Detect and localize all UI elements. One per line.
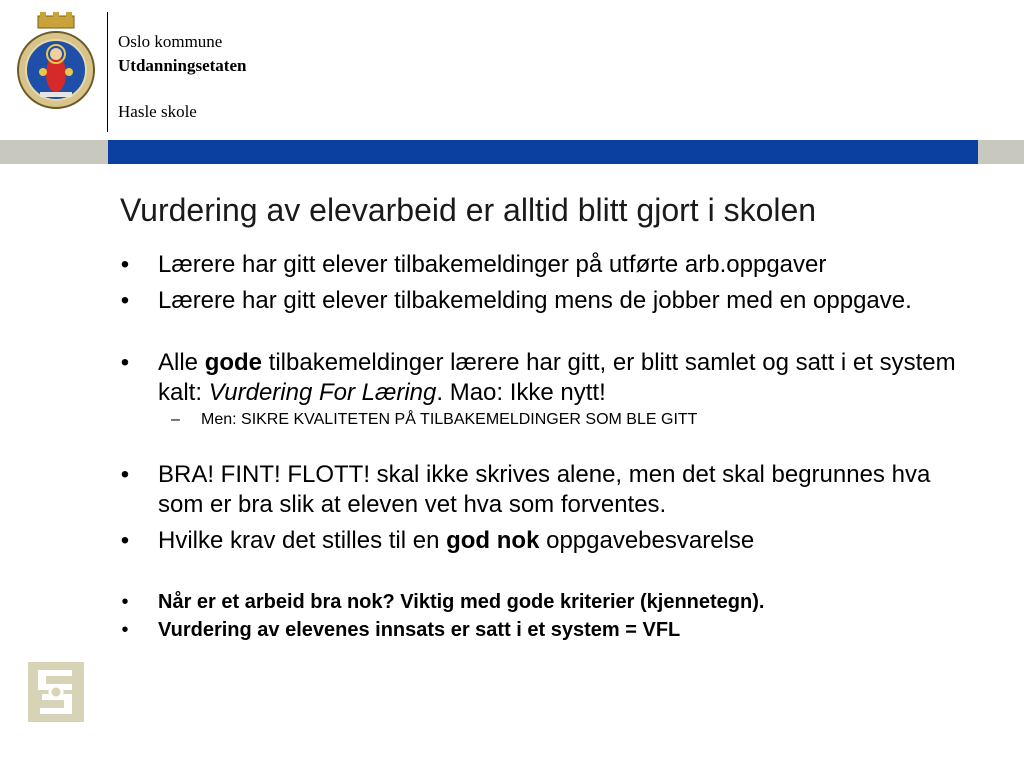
bullet-text-post: oppgavebesvarelse: [539, 527, 755, 554]
bullet-text: BRA! FINT! FLOTT! skal ikke skrives alene, men det skal begrunnes hva som er bra slik at eleven vet hva som forventes.: [158, 461, 931, 518]
bullet-item: [115, 250, 975, 280]
sub-bullet-text: Men: SIKRE KVALITETEN PÅ TILBAKEMELDINGER SOM BLE GITT: [201, 411, 698, 428]
bullet-item: [115, 616, 975, 644]
slide-title: Vurdering av elevarbeid er alltid blitt gjort i skolen: [120, 192, 817, 228]
bullet-icon: •: [120, 287, 130, 314]
bullet-text-italic: Vurdering For Læring: [208, 379, 437, 406]
bullet-text-post: . Mao: Ikke nytt!: [436, 379, 606, 406]
bullet-icon: •: [120, 349, 130, 376]
bullet-item: [115, 460, 975, 520]
header-text: [118, 30, 246, 124]
bullet-icon: •: [120, 251, 130, 278]
bullet-text-bold: god nok: [446, 527, 540, 554]
oslo-logo-icon: [28, 662, 84, 722]
school-name: Hasle skole: [118, 102, 197, 121]
department-name: Utdanningsetaten: [118, 56, 247, 75]
bullet-item: [115, 348, 975, 408]
header-band: [0, 140, 1024, 164]
bullet-icon: •: [120, 461, 130, 488]
bullet-text-bold: Vurdering av elevenes innsats er satt i et system = VFL: [158, 619, 681, 641]
bullet-icon: •: [121, 619, 129, 641]
header-band-blue: [108, 140, 978, 164]
bullet-icon: •: [121, 591, 129, 613]
dash-icon: –: [171, 411, 180, 428]
header-divider: [107, 12, 108, 132]
bullet-item: [115, 588, 975, 616]
slide-content: [115, 250, 975, 644]
bullet-text: Lærere har gitt elever tilbakemeldinger på utførte arb.oppgaver: [158, 251, 827, 278]
oslo-coat-of-arms-icon: [16, 12, 96, 116]
bullet-text-bold: gode: [204, 349, 263, 376]
bullet-text-mid: tilbakemeldinger lærere har gitt, er blitt samlet og satt i et system kalt:: [158, 349, 956, 406]
org-name: Oslo kommune: [118, 32, 223, 51]
bullet-item: [115, 286, 975, 316]
bullet-item: [115, 526, 975, 556]
bullet-text-pre: Alle: [158, 349, 205, 376]
sub-bullet-item: [115, 410, 975, 430]
bullet-text: Lærere har gitt elever tilbakemelding mens de jobber med en oppgave.: [158, 287, 912, 314]
bullet-text-bold: Når er et arbeid bra nok? Viktig med gode kriterier (kjennetegn).: [158, 591, 765, 613]
bullet-icon: •: [120, 527, 130, 554]
bullet-text-pre: Hvilke krav det stilles til en: [158, 527, 447, 554]
